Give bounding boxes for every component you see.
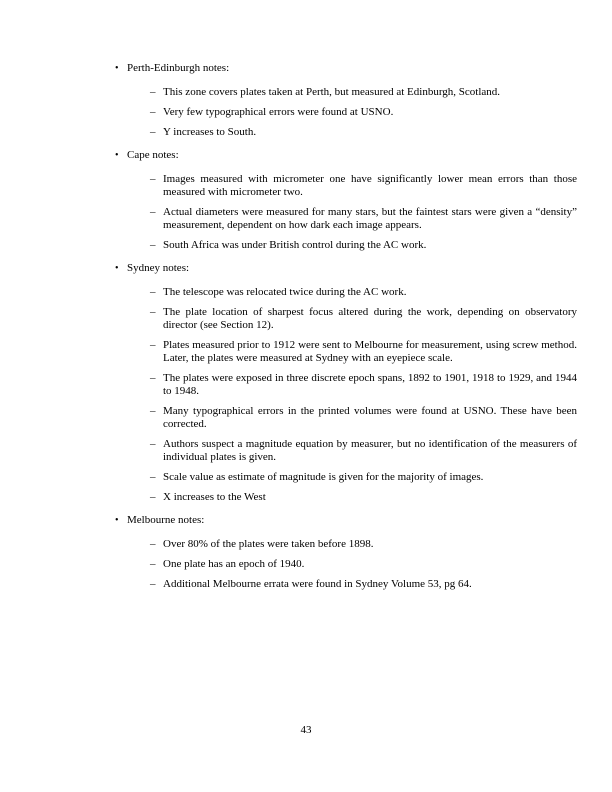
dash-marker-icon: – xyxy=(150,372,156,384)
list-item xyxy=(150,491,577,504)
dash-marker-icon: – xyxy=(150,438,156,450)
dash-marker-icon: – xyxy=(150,106,156,118)
note-text: This zone covers plates taken at Perth, but measured at Edinburgh, Scotland. xyxy=(163,86,501,98)
bullet-item xyxy=(115,149,577,162)
list-item xyxy=(150,558,577,571)
section-sydney xyxy=(115,262,577,504)
note-text: Plates measured prior to 1912 were sent to Melbourne for measurement, using screw method. Later, the plates were measured at Sydney with an eyepiece scale. xyxy=(163,339,577,364)
section-cape xyxy=(115,149,577,252)
dash-marker-icon: – xyxy=(150,86,156,98)
list-item xyxy=(150,306,577,332)
bullet-item xyxy=(115,262,577,275)
list-item xyxy=(150,538,577,551)
note-text: Images measured with micrometer one have significantly lower mean errors than those measured with micrometer two. xyxy=(163,173,577,198)
bullet-item xyxy=(115,62,577,75)
list-item xyxy=(150,206,577,232)
dash-marker-icon: – xyxy=(150,286,156,298)
list-item xyxy=(150,86,577,99)
note-text: Very few typographical errors were found at USNO. xyxy=(163,106,394,118)
page-number: 43 xyxy=(300,724,312,736)
list-item xyxy=(150,471,577,484)
dash-marker-icon: – xyxy=(150,558,156,570)
list-item xyxy=(150,106,577,119)
note-text: Additional Melbourne errata were found in Sydney Volume 53, pg 64. xyxy=(163,578,472,590)
dash-marker-icon: – xyxy=(150,306,156,318)
list-item xyxy=(150,438,577,464)
note-text: Many typographical errors in the printed volumes were found at USNO. These have been corrected. xyxy=(163,405,577,430)
list-item xyxy=(150,578,577,591)
note-text: One plate has an epoch of 1940. xyxy=(163,558,305,570)
dash-marker-icon: – xyxy=(150,578,156,590)
dash-marker-icon: – xyxy=(150,339,156,351)
dash-marker-icon: – xyxy=(150,206,156,218)
note-text: The plate location of sharpest focus altered during the work, depending on observatory director (see Section 12). xyxy=(163,306,577,331)
list-item xyxy=(150,173,577,199)
section-label: Cape notes: xyxy=(127,149,179,161)
dash-marker-icon: – xyxy=(150,173,156,185)
dash-marker-icon: – xyxy=(150,405,156,417)
dash-marker-icon: – xyxy=(150,538,156,550)
list-item xyxy=(150,286,577,299)
list-item xyxy=(150,405,577,431)
note-text: South Africa was under British control during the AC work. xyxy=(163,239,427,251)
section-label: Sydney notes: xyxy=(127,262,190,274)
dash-marker-icon: – xyxy=(150,491,156,503)
note-text: X increases to the West xyxy=(163,491,266,503)
bullet-item xyxy=(115,514,577,527)
dash-marker-icon: – xyxy=(150,471,156,483)
note-text: Over 80% of the plates were taken before 1898. xyxy=(163,538,374,550)
section-label: Melbourne notes: xyxy=(127,514,205,526)
bullet-marker-icon: • xyxy=(115,515,119,526)
note-text: The telescope was relocated twice during the AC work. xyxy=(163,286,407,298)
bullet-marker-icon: • xyxy=(115,63,119,74)
list-item xyxy=(150,339,577,365)
bullet-marker-icon: • xyxy=(115,263,119,274)
dash-marker-icon: – xyxy=(150,126,156,138)
note-text: Authors suspect a magnitude equation by measurer, but no identification of the measurers of individual plates is given. xyxy=(163,438,577,463)
note-text: Actual diameters were measured for many stars, but the faintest stars were given a “density” measurement, dependent on how dark each image appears. xyxy=(163,206,577,231)
note-text: The plates were exposed in three discrete epoch spans, 1892 to 1901, 1918 to 1929, and 1944 to 1948. xyxy=(163,372,577,397)
note-text: Scale value as estimate of magnitude is given for the majority of images. xyxy=(163,471,484,483)
list-item xyxy=(150,372,577,398)
note-text: Y increases to South. xyxy=(163,126,257,138)
list-item xyxy=(150,126,577,139)
list-item xyxy=(150,239,577,252)
page-body xyxy=(115,62,577,601)
bullet-marker-icon: • xyxy=(115,150,119,161)
section-melbourne xyxy=(115,514,577,591)
section-perth-edinburgh xyxy=(115,62,577,139)
section-label: Perth-Edinburgh notes: xyxy=(127,62,230,74)
dash-marker-icon: – xyxy=(150,239,156,251)
